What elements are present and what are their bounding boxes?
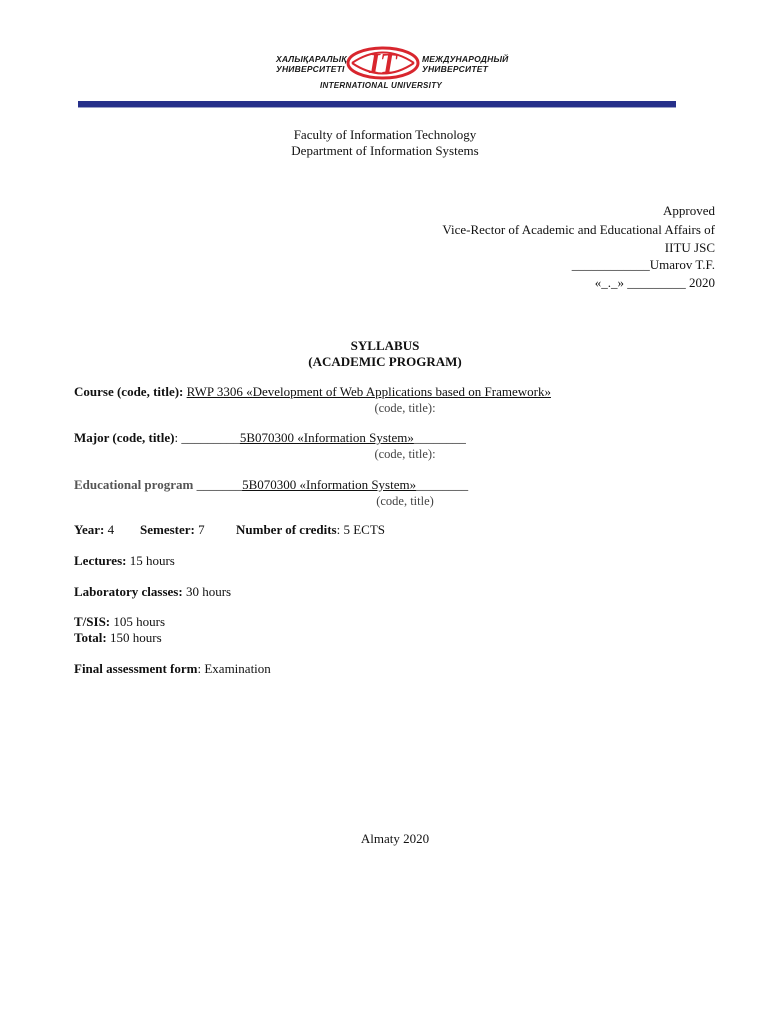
logo-ru-line2: УНИВЕРСИТЕТ	[422, 64, 488, 74]
major-label: Major (code, title)	[74, 430, 175, 445]
course-label: Course (code, title):	[74, 384, 184, 399]
credits-value: : 5 ECTS	[336, 522, 386, 537]
assessment-field	[74, 661, 271, 677]
program-hint: (code, title)	[376, 494, 434, 508]
syllabus-subtitle: (ACADEMIC PROGRAM)	[308, 354, 462, 369]
program-value: 5B070300 «Information System»	[242, 477, 417, 492]
major-colon: :	[174, 430, 179, 445]
approval-date: «_._» _________ 2020	[594, 275, 715, 290]
course-hint: (code, title):	[374, 401, 436, 415]
program-suffix: ________	[416, 477, 469, 492]
department-name: Department of Information Systems	[291, 143, 479, 158]
logo-emblem-text: IT	[369, 49, 397, 80]
program-line	[74, 477, 468, 493]
lectures-label: Lectures:	[74, 553, 127, 568]
approved-label: Approved	[663, 203, 715, 218]
major-line	[74, 430, 466, 446]
major-suffix: ________	[413, 430, 466, 445]
major-prefix: _________	[178, 430, 240, 445]
logo-kz-line2: УНИВЕРСИТЕТІ	[276, 64, 345, 74]
semester-label: Semester:	[140, 522, 195, 537]
approver-position: Vice-Rector of Academic and Educational Affairs of	[442, 222, 715, 237]
program-label: Educational program	[74, 477, 194, 492]
logo-kz-line1: ХАЛЫҚАРАЛЫҚ	[276, 54, 347, 64]
lectures-value: 15 hours	[126, 553, 175, 568]
logo-kazakh-text	[276, 54, 347, 74]
course-value: RWP 3306 «Development of Web Applications based on Framework»	[186, 384, 551, 399]
year-value: 4	[104, 522, 115, 537]
tsis-label: T/SIS:	[74, 614, 111, 629]
lab-field	[74, 584, 231, 600]
header-rule-thin	[78, 107, 676, 108]
course-line	[74, 384, 551, 400]
total-field	[74, 630, 162, 646]
lectures-field	[74, 553, 175, 569]
tsis-field	[74, 614, 165, 630]
faculty-name: Faculty of Information Technology	[293, 127, 477, 142]
year-field	[74, 522, 114, 538]
year-label: Year:	[74, 522, 105, 537]
lab-label: Laboratory classes:	[74, 584, 183, 599]
program-prefix: _______	[193, 477, 243, 492]
logo-russian-text	[422, 54, 508, 74]
logo-ru-line1: МЕЖДУНАРОДНЫЙ	[422, 54, 509, 64]
assessment-label: Final assessment form	[74, 661, 198, 676]
approver-signature: ____________Umarov T.F.	[571, 257, 715, 272]
logo-emblem-icon	[346, 46, 420, 80]
syllabus-title: SYLLABUS	[350, 338, 420, 353]
place-year: Almaty 2020	[360, 831, 430, 846]
major-value: 5B070300 «Information System»	[239, 430, 414, 445]
logo-english-text: INTERNATIONAL UNIVERSITY	[320, 81, 443, 90]
university-logo	[276, 44, 509, 92]
tsis-value: 105 hours	[110, 614, 166, 629]
approver-organization: IITU JSC	[664, 240, 715, 255]
credits-field	[236, 522, 385, 538]
major-hint: (code, title):	[374, 447, 436, 461]
credits-label: Number of credits	[236, 522, 337, 537]
semester-value: 7	[194, 522, 205, 537]
total-label: Total:	[74, 630, 107, 645]
assessment-value: : Examination	[197, 661, 271, 676]
total-value: 150 hours	[106, 630, 162, 645]
semester-field	[140, 522, 205, 538]
lab-value: 30 hours	[182, 584, 232, 599]
